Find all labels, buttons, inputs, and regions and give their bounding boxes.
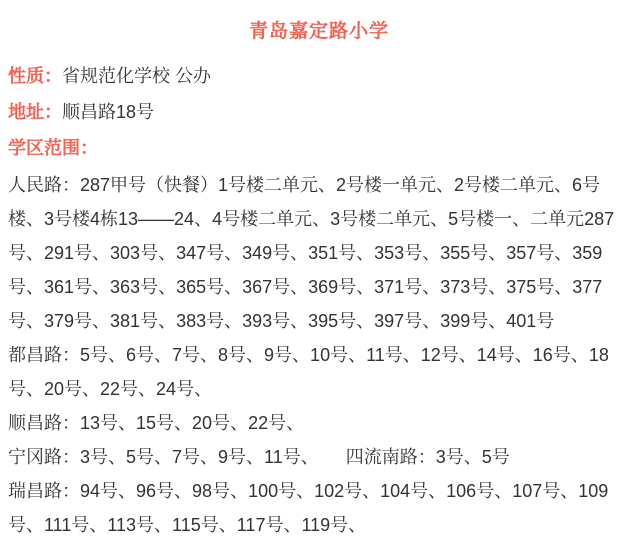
field-district-range-label: 学区范围：	[8, 138, 98, 158]
district-line-ruichang-road-1: 瑞昌路：94号、96号、98号、100号、102号、104号、106号、107号、109	[8, 481, 609, 501]
page-title: 青岛嘉定路小学	[248, 21, 389, 42]
district-line-renmin-road-5: 号、379号、381号、383号、393号、395号、397号、399号、401号	[8, 311, 555, 331]
field-district-range	[8, 130, 630, 166]
info-fields	[8, 58, 630, 166]
district-line-renmin-road-2: 楼、3号楼4栋13——24、4号楼二单元、3号楼二单元、5号楼一、二单元287	[8, 209, 615, 229]
district-line-renmin-road-1: 人民路：287甲号（快餐）1号楼二单元、2号楼一单元、2号楼二单元、6号	[8, 175, 601, 195]
district-line-duchang-road-1: 都昌路：5号、6号、7号、8号、9号、10号、11号、12号、14号、16号、18	[8, 345, 609, 365]
district-line-ruichang-road-2: 号、111号、113号、115号、117号、119号、	[8, 515, 367, 535]
field-nature	[8, 58, 630, 94]
field-address-label: 地址：	[8, 102, 62, 122]
field-nature-label: 性质：	[8, 66, 62, 86]
district-range-text	[8, 168, 630, 542]
district-line-ninggang-siliunan-road: 宁冈路：3号、5号、7号、9号、11号、 四流南路：3号、5号	[8, 447, 510, 467]
district-line-duchang-road-2: 号、20号、22号、24号、	[8, 379, 213, 399]
district-line-renmin-road-4: 号、361号、363号、365号、367号、369号、371号、373号、375号、377	[8, 277, 603, 297]
district-line-renmin-road-3: 号、291号、303号、347号、349号、351号、353号、355号、357号、359	[8, 243, 603, 263]
field-address	[8, 94, 630, 130]
field-address-value: 顺昌路18号	[62, 102, 155, 122]
district-line-shunchang-road: 顺昌路：13号、15号、20号、22号、	[8, 413, 305, 433]
field-nature-value: 省规范化学校 公办	[62, 66, 212, 86]
